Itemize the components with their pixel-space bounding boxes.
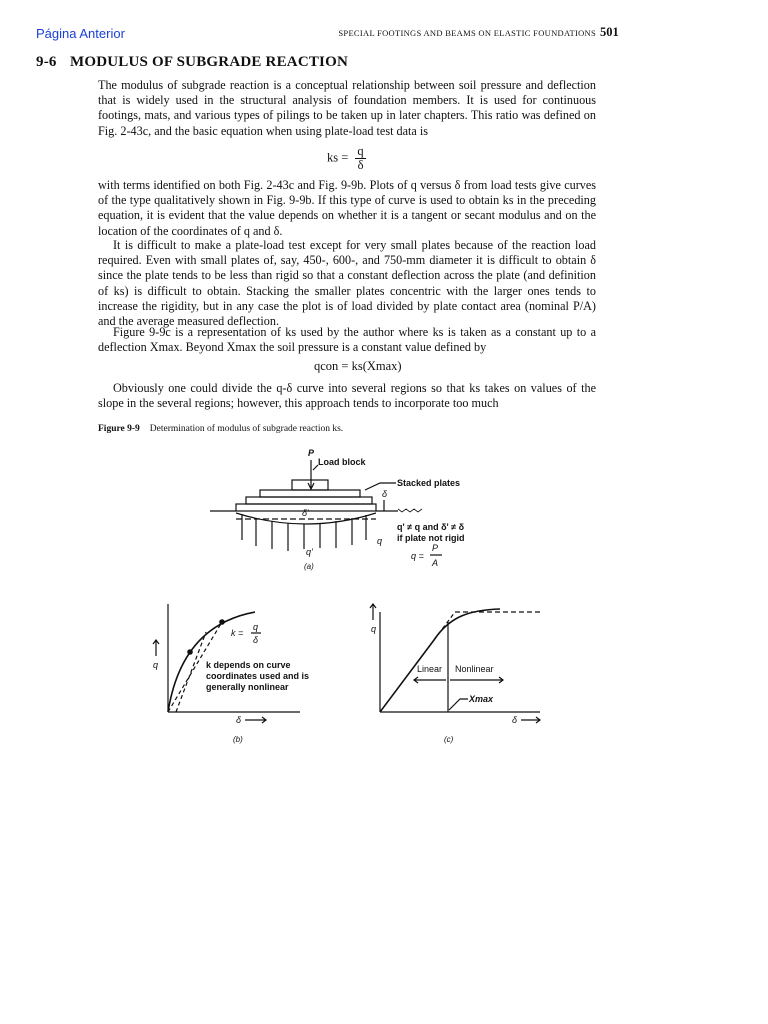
paragraph-5: Obviously one could divide the q-δ curve into several regions so that ks takes on values of the slope in the several regions; however, this approach tends to incorporate too much [98, 381, 596, 411]
curve-point-lower [188, 650, 192, 654]
soil-hatch [398, 509, 422, 512]
load-label-p: P [308, 448, 315, 458]
page-number: 501 [600, 25, 619, 39]
paragraph-2: with terms identified on both Fig. 2-43c and Fig. 9-9b. Plots of q versus δ from load tests give curves of the type qualitatively shown in Fig. 9-9b. If this type of curve is used to obtain ks in the preceding equation, it is evident that the value depends on whether it is a tangent or secant modulus and on the location of the coordinates of q and δ. [98, 178, 596, 238]
stacked-plates-leader [365, 483, 396, 490]
paragraph-4: Figure 9-9c is a representation of ks used by the author where ks is taken as a constant up to a deflection Xmax. Beyond Xmax the soil pressure is a constant value defined by [98, 325, 596, 355]
previous-page-link[interactable]: Página Anterior [36, 26, 125, 41]
k-equation-numerator: q [253, 622, 259, 632]
k-equation-denominator: δ [253, 635, 259, 645]
stacked-plate-top [260, 490, 360, 497]
q-axis-label-b: q [153, 660, 159, 670]
q-prime-label: q' [306, 547, 313, 557]
delta-axis-label-b: δ [236, 715, 242, 725]
equation-ks-numerator: q [357, 144, 364, 158]
k-equation-lhs: k = [231, 628, 244, 638]
section-number: 9-6 [36, 54, 57, 70]
load-block [292, 480, 328, 490]
subfig-a-label: (a) [304, 562, 314, 571]
subfig-c-label: (c) [444, 735, 454, 744]
nonlinear-label: Nonlinear [455, 664, 494, 674]
rigidity-note-line1: q' ≠ q and δ' ≠ δ [397, 522, 465, 532]
pa-numerator: P [432, 543, 439, 553]
running-head: SPECIAL FOOTINGS AND BEAMS ON ELASTIC FOUNDATIONS [338, 28, 596, 38]
delta-prime-label: δ' [302, 508, 309, 518]
diagram-b [153, 604, 309, 744]
q-label-a: q [377, 536, 383, 546]
k-note-line3: generally nonlinear [206, 682, 289, 692]
stacked-plates-label: Stacked plates [397, 478, 461, 488]
tangent-line [176, 632, 206, 712]
curve-point-upper [220, 620, 224, 624]
rigidity-note-line2: if plate not rigid [397, 533, 465, 543]
k-note-line2: coordinates used and is [206, 671, 310, 681]
xmax-label: Xmax [469, 694, 494, 704]
k-note-line1: k depends on curve [206, 660, 291, 670]
paragraph-3: It is difficult to make a plate-load test except for very small plates because of the reaction load required. Even with small plates of, say, 450-, 600-, and 750-mm diameter it is difficult to obtain δ since the plate tends to be less than rigid so that a constant deflection across the plate (and definition of ks) is difficult to obtain. Stacking the smaller plates concentric with the larger ones tends to increase the rigidity, but in any case the plot is of load divided by plate contact area (nominal P/A) and the average measured deflection. [98, 238, 596, 329]
xmax-leader [449, 699, 468, 710]
subfig-b-label: (b) [233, 735, 243, 744]
equation-ks-denominator: δ [357, 158, 364, 172]
equation-qcon: qcon = ks(Xmax) [314, 359, 402, 373]
stacked-plate-middle [246, 497, 372, 504]
diagram-c [370, 604, 540, 744]
equation-ks-lhs: ks = [327, 150, 349, 165]
delta-axis-label-c: δ [512, 715, 518, 725]
figure-caption-text: Determination of modulus of subgrade reaction ks. [149, 424, 344, 434]
pa-denominator: A [432, 558, 439, 568]
paragraph-1: The modulus of subgrade reaction is a conceptual relationship between soil pressure and deflection that is widely used in the structural analysis of foundation members. It is used for continuous footings, mats, and various types of pilings to be taken up in later chapters. This ratio was defined on Fig. 2-43c, and the basic equation when using plate-load test data is [98, 78, 596, 138]
q-axis-label-c: q [371, 624, 377, 634]
section-title-text: MODULUS OF SUBGRADE REACTION [70, 54, 348, 70]
load-block-label: Load block [318, 457, 366, 467]
delta-label-a: δ [382, 489, 388, 499]
diagram-a [210, 448, 465, 571]
pa-lhs: q = [411, 551, 424, 561]
linear-label: Linear [417, 664, 443, 674]
figure-label: Figure 9-9 [98, 424, 140, 434]
